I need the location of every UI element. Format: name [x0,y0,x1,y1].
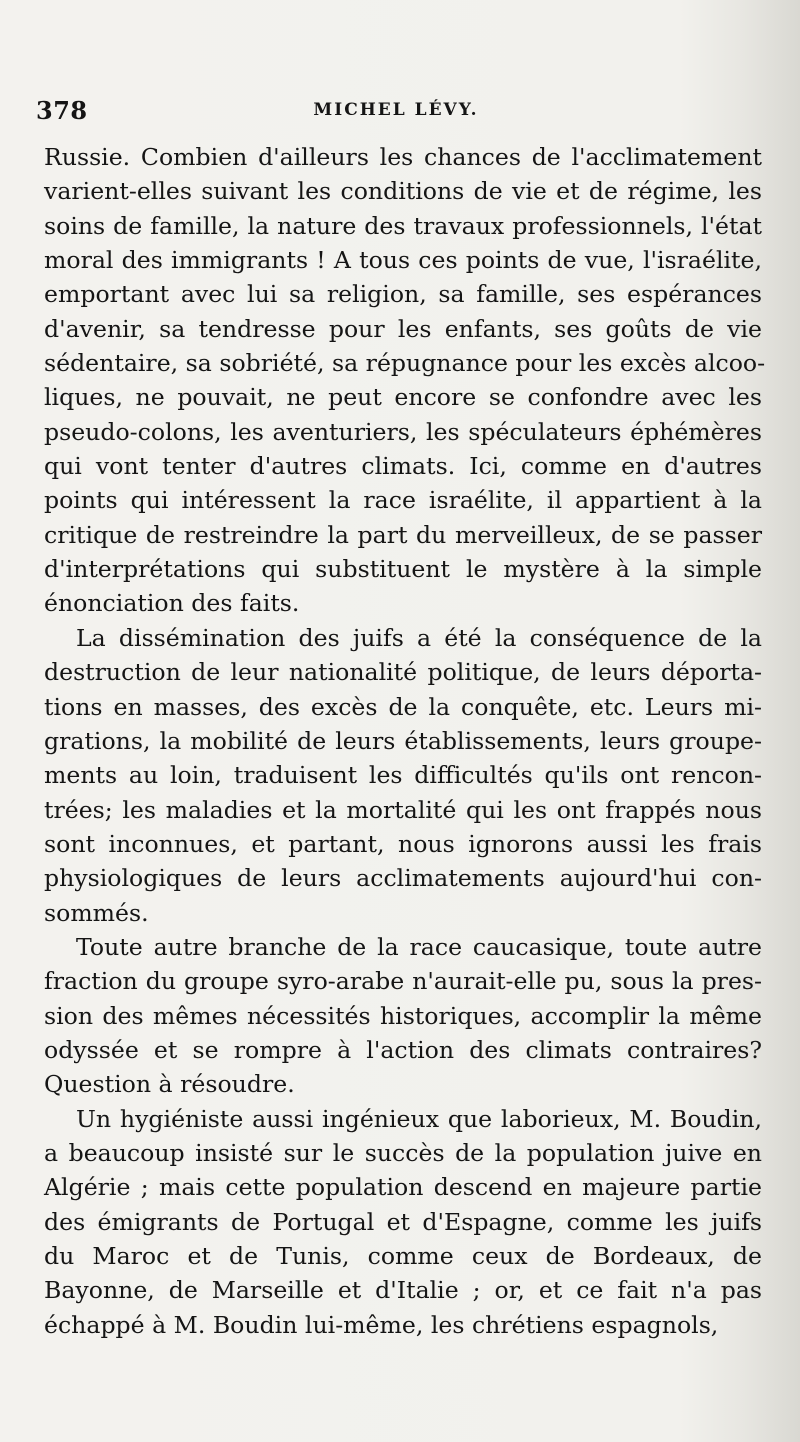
text-line: Russie. Combien d'ailleurs les chances de l'acclimatement [44,143,762,171]
page-number: 378 [36,96,88,125]
text-line: Question à résoudre. [44,1070,295,1099]
text-line: du Maroc et de Tunis, comme ceux de Bordeaux, de [44,1242,762,1270]
text-line: sion des mêmes nécessités historiques, accomplir la même [44,1001,762,1030]
running-head: MICHEL LÉVY. [313,100,479,120]
text-line: grations, la mobilité de leurs établissements, leurs groupe- [44,726,762,755]
text-line: des émigrants de Portugal et d'Espagne, comme les juifs [44,1207,762,1236]
text-line: points qui intéressent la race israélite, il appartient à la [44,486,762,515]
paragraph [44,930,762,1102]
text-line: soins de famille, la nature des travaux professionnels, l'état [44,211,762,240]
text-line: énonciation des faits. [44,589,300,618]
text-line: sédentaire, sa sobriété, sa répugnance pour les excès alcoo- [44,349,766,378]
text-line: physiologiques de leurs acclimatements aujourd'hui con- [44,864,762,893]
text-line: Algérie ; mais cette population descend en majeure partie [44,1173,762,1202]
text-line: varient-elles suivant les conditions de vie et de régime, les [44,177,762,206]
text-line: d'avenir, sa tendresse pour les enfants, ses goûts de vie [44,314,762,343]
text-line: odyssée et se rompre à l'action des climats contraires? [44,1035,762,1064]
text-line: trées; les maladies et la mortalité qui les ont frappés nous [44,795,762,824]
text-line: emportant avec lui sa religion, sa famille, ses espérances [44,280,762,309]
text-line: critique de restreindre la part du merveilleux, de se passer [44,520,762,549]
text-line: a beaucoup insisté sur le succès de la population juive en [44,1138,762,1167]
text-line: pseudo-colons, les aventuriers, les spéculateurs éphémères [44,417,762,446]
text-line: qui vont tenter d'autres climats. Ici, comme en d'autres [44,452,762,481]
text-line: destruction de leur nationalité politique, de leurs déporta- [44,658,762,687]
text-line: moral des immigrants ! A tous ces points de vue, l'israélite, [44,246,762,275]
text-line: fraction du groupe syro-arabe n'aurait-elle pu, sous la pres- [44,967,762,996]
text-line: sommés. [44,898,149,927]
text-line: tions en masses, des excès de la conquête, etc. Leurs mi- [44,692,762,721]
text-line: échappé à M. Boudin lui-même, les chrétiens espagnols, [44,1310,719,1339]
text-line: Toute autre branche de la race caucasique, toute autre [76,932,762,961]
text-line: Bayonne, de Marseille et d'Italie ; or, et ce fait n'a pas [44,1276,762,1305]
text-line: ments au loin, traduisent les difficultés qu'ils ont rencon- [44,761,762,790]
text-line: sont inconnues, et partant, nous ignorons aussi les frais [44,829,762,858]
page-header [36,96,756,132]
paragraph [44,140,766,621]
page-body [44,140,766,1342]
text-line: d'interprétations qui substituent le mystère à la simple [44,555,762,584]
text-line: Un hygiéniste aussi ingénieux que laborieux, M. Boudin, [76,1104,762,1133]
text-line: La dissémination des juifs a été la conséquence de la [76,623,762,652]
text-line: liques, ne pouvait, ne peut encore se confondre avec les [44,383,762,412]
paragraph [44,621,762,930]
paragraph [44,1102,762,1342]
